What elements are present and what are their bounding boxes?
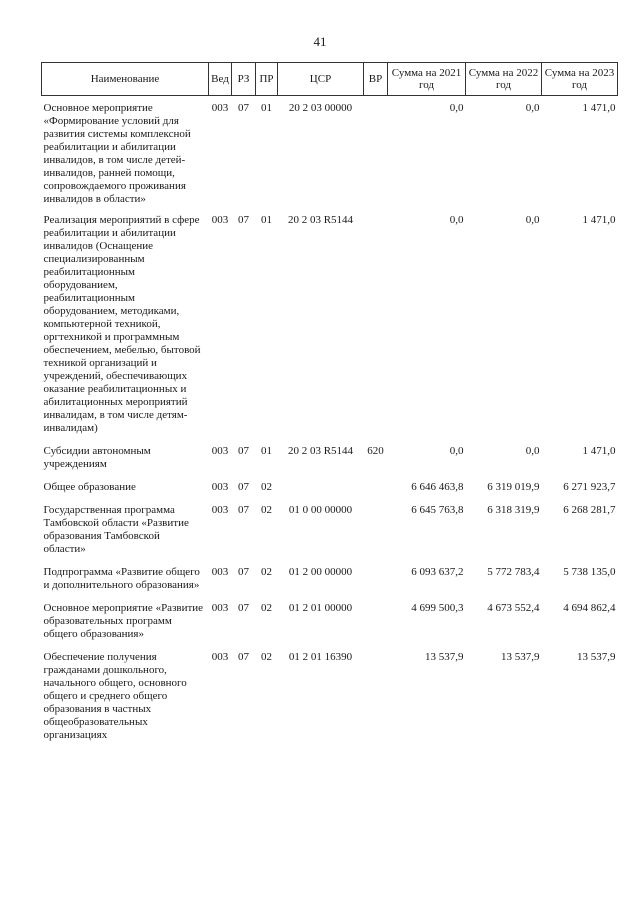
row-sum-2022: 6 319 019,9 (487, 481, 540, 493)
row-name: Основное мероприятие «Формирование условий для развития системы комплексной реабилитации и абилитации инвалидов, в том числе детей-инвалидов, ранней помощи, сопровождаемого проживания инвалидов в области» (43, 102, 191, 205)
row-pr: 01 (261, 102, 272, 114)
row-sum-2023: 6 268 281,7 (563, 504, 616, 516)
row-ved: 003 (211, 214, 229, 226)
row-ved: 003 (211, 651, 229, 663)
table-row (42, 596, 618, 645)
row-rz: 07 (238, 651, 249, 663)
row-sum-2021: 0,0 (449, 214, 464, 226)
row-rz: 07 (238, 602, 249, 614)
row-sum-2022: 0,0 (525, 102, 540, 114)
table-row (42, 96, 618, 209)
row-pr: 02 (261, 602, 272, 614)
row-sum-2022: 4 673 552,4 (487, 602, 540, 614)
row-pr: 02 (261, 566, 272, 578)
row-ved: 003 (211, 102, 229, 114)
row-sum-2021: 6 093 637,2 (411, 566, 464, 578)
row-rz: 07 (238, 214, 249, 226)
table-row (42, 645, 618, 746)
header-pr: ПР (256, 63, 278, 96)
row-rz: 07 (238, 445, 249, 457)
row-csr: 01 2 00 00000 (288, 566, 353, 578)
row-sum-2023: 1 471,0 (582, 445, 616, 457)
table-row (42, 498, 618, 560)
row-sum-2021: 6 645 763,8 (411, 504, 464, 516)
row-name: Государственная программа Тамбовской области «Развитие образования Тамбовской области» (43, 504, 189, 555)
table-header-row (42, 63, 618, 96)
row-vr (364, 645, 388, 746)
row-pr: 01 (261, 214, 272, 226)
row-csr: 20 2 03 R5144 (287, 214, 354, 226)
row-sum-2021: 4 699 500,3 (411, 602, 464, 614)
row-pr: 02 (261, 651, 272, 663)
row-vr (364, 96, 388, 209)
row-name: Субсидии автономным учреждениям (43, 445, 151, 470)
row-vr (364, 475, 388, 498)
header-csr: ЦСР (278, 63, 364, 96)
row-pr: 01 (261, 445, 272, 457)
header-name: Наименование (42, 63, 209, 96)
row-vr (364, 560, 388, 596)
row-sum-2023: 1 471,0 (582, 102, 616, 114)
row-sum-2023: 1 471,0 (582, 214, 616, 226)
row-ved: 003 (211, 602, 229, 614)
row-sum-2023: 5 738 135,0 (563, 566, 616, 578)
row-rz: 07 (238, 566, 249, 578)
header-sum-2022: Сумма на 2022 год (466, 63, 542, 96)
row-rz: 07 (238, 481, 249, 493)
row-vr (364, 596, 388, 645)
table-row (42, 475, 618, 498)
row-pr: 02 (261, 504, 272, 516)
row-csr: 20 2 03 00000 (288, 102, 353, 114)
row-name: Подпрограмма «Развитие общего и дополнительного образования» (43, 566, 200, 591)
row-vr (364, 208, 388, 439)
row-sum-2021: 6 646 463,8 (411, 481, 464, 493)
row-vr (364, 498, 388, 560)
row-csr: 01 2 01 16390 (288, 651, 353, 663)
header-sum-2021: Сумма на 2021 год (388, 63, 466, 96)
row-sum-2023: 6 271 923,7 (563, 481, 616, 493)
budget-table (41, 62, 618, 746)
row-csr: 01 0 00 00000 (288, 504, 353, 516)
row-sum-2021: 0,0 (449, 102, 464, 114)
table-row (42, 439, 618, 475)
row-sum-2022: 13 537,9 (501, 651, 540, 663)
row-sum-2022: 6 318 319,9 (487, 504, 540, 516)
row-name: Реализация мероприятий в сфере реабилитации и абилитации инвалидов (Оснащение специализированным реабилитационным оборудованием, реабилитационным оборудованием, методиками, компьютерной техникой, оргтехникой и программным обеспечением, мебелью, бытовой техникой организаций и учреждений, обеспечивающих оказание реабилитационных и абилитационных мероприятий инвалидам, в том числе детям-инвалидам) (43, 214, 201, 434)
row-sum-2022: 0,0 (525, 445, 540, 457)
row-sum-2021: 0,0 (449, 445, 464, 457)
row-ved: 003 (211, 504, 229, 516)
header-ved: Вед (209, 63, 232, 96)
table-row (42, 208, 618, 439)
page-number: 41 (313, 34, 327, 49)
row-name: Общее образование (43, 481, 136, 493)
row-name: Обеспечение получения гражданами дошкольного, начального общего, основного общего и среднего общего образования в частных общеобразовательных организациях (43, 651, 187, 741)
row-csr (278, 475, 364, 498)
row-ved: 003 (211, 481, 229, 493)
row-ved: 003 (211, 445, 229, 457)
row-name: Основное мероприятие «Развитие образовательных программ общего образования» (43, 602, 204, 640)
row-sum-2022: 5 772 783,4 (487, 566, 540, 578)
row-pr: 02 (261, 481, 272, 493)
row-ved: 003 (211, 566, 229, 578)
row-csr: 01 2 01 00000 (288, 602, 353, 614)
row-rz: 07 (238, 102, 249, 114)
header-rz: РЗ (232, 63, 256, 96)
header-vr: ВР (364, 63, 388, 96)
row-sum-2023: 13 537,9 (577, 651, 616, 663)
row-sum-2022: 0,0 (525, 214, 540, 226)
header-sum-2023: Сумма на 2023 год (542, 63, 618, 96)
row-sum-2021: 13 537,9 (425, 651, 464, 663)
row-csr: 20 2 03 R5144 (287, 445, 354, 457)
row-rz: 07 (238, 504, 249, 516)
table-row (42, 560, 618, 596)
row-sum-2023: 4 694 862,4 (563, 602, 616, 614)
row-vr: 620 (367, 445, 384, 457)
